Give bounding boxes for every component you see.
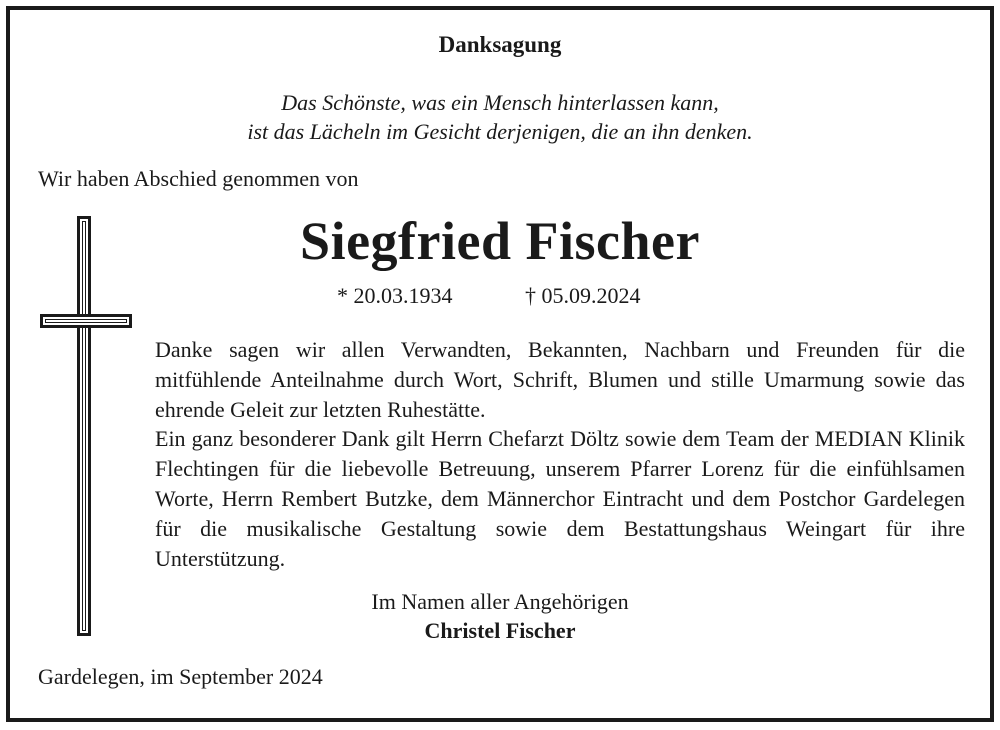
quote-line-1: Das Schönste, was ein Mensch hinterlassen kann,: [281, 90, 719, 115]
intro-text: Wir haben Abschied genommen von: [38, 166, 359, 191]
place-and-date: Gardelegen, im September 2024: [38, 664, 323, 689]
death-date: † 05.09.2024: [525, 283, 641, 308]
thanks-paragraph-1: Danke sagen wir allen Verwandten, Bekannten, Nachbarn und Freunden für die mitfühlende Anteilnahme durch Wort, Schrift, Blumen und stille Umarmung sowie das ehrende Geleit zur letzten Ruhestätte.: [155, 337, 965, 422]
thanks-text: [155, 335, 965, 573]
deceased-name: Siegfried Fischer: [300, 211, 700, 271]
thanks-paragraph-2: Ein ganz besonderer Dank gilt Herrn Chefarzt Döltz sowie dem Team der MEDIAN Klinik Flechtingen für die liebevolle Betreuung, unserem Pfarrer Lorenz für die einfühlsamen Worte, Herrn Rembert Butzke, dem Männerchor Eintracht und dem Postchor Gardelegen für die musikalische Gestaltung sowie dem Bestattungshaus Weingart für ihre Unterstützung.: [155, 426, 965, 571]
heading: Danksagung: [438, 32, 562, 57]
quote-line-2: ist das Lächeln im Gesicht derjenigen, die an ihn denken.: [247, 119, 753, 144]
signature-line: Im Namen aller Angehörigen: [371, 589, 629, 614]
signature-block: [0, 587, 1000, 645]
quote: [0, 88, 1000, 146]
signature-name: Christel Fischer: [424, 618, 576, 643]
birth-date: * 20.03.1934: [337, 283, 453, 308]
cross-icon: [40, 216, 132, 636]
